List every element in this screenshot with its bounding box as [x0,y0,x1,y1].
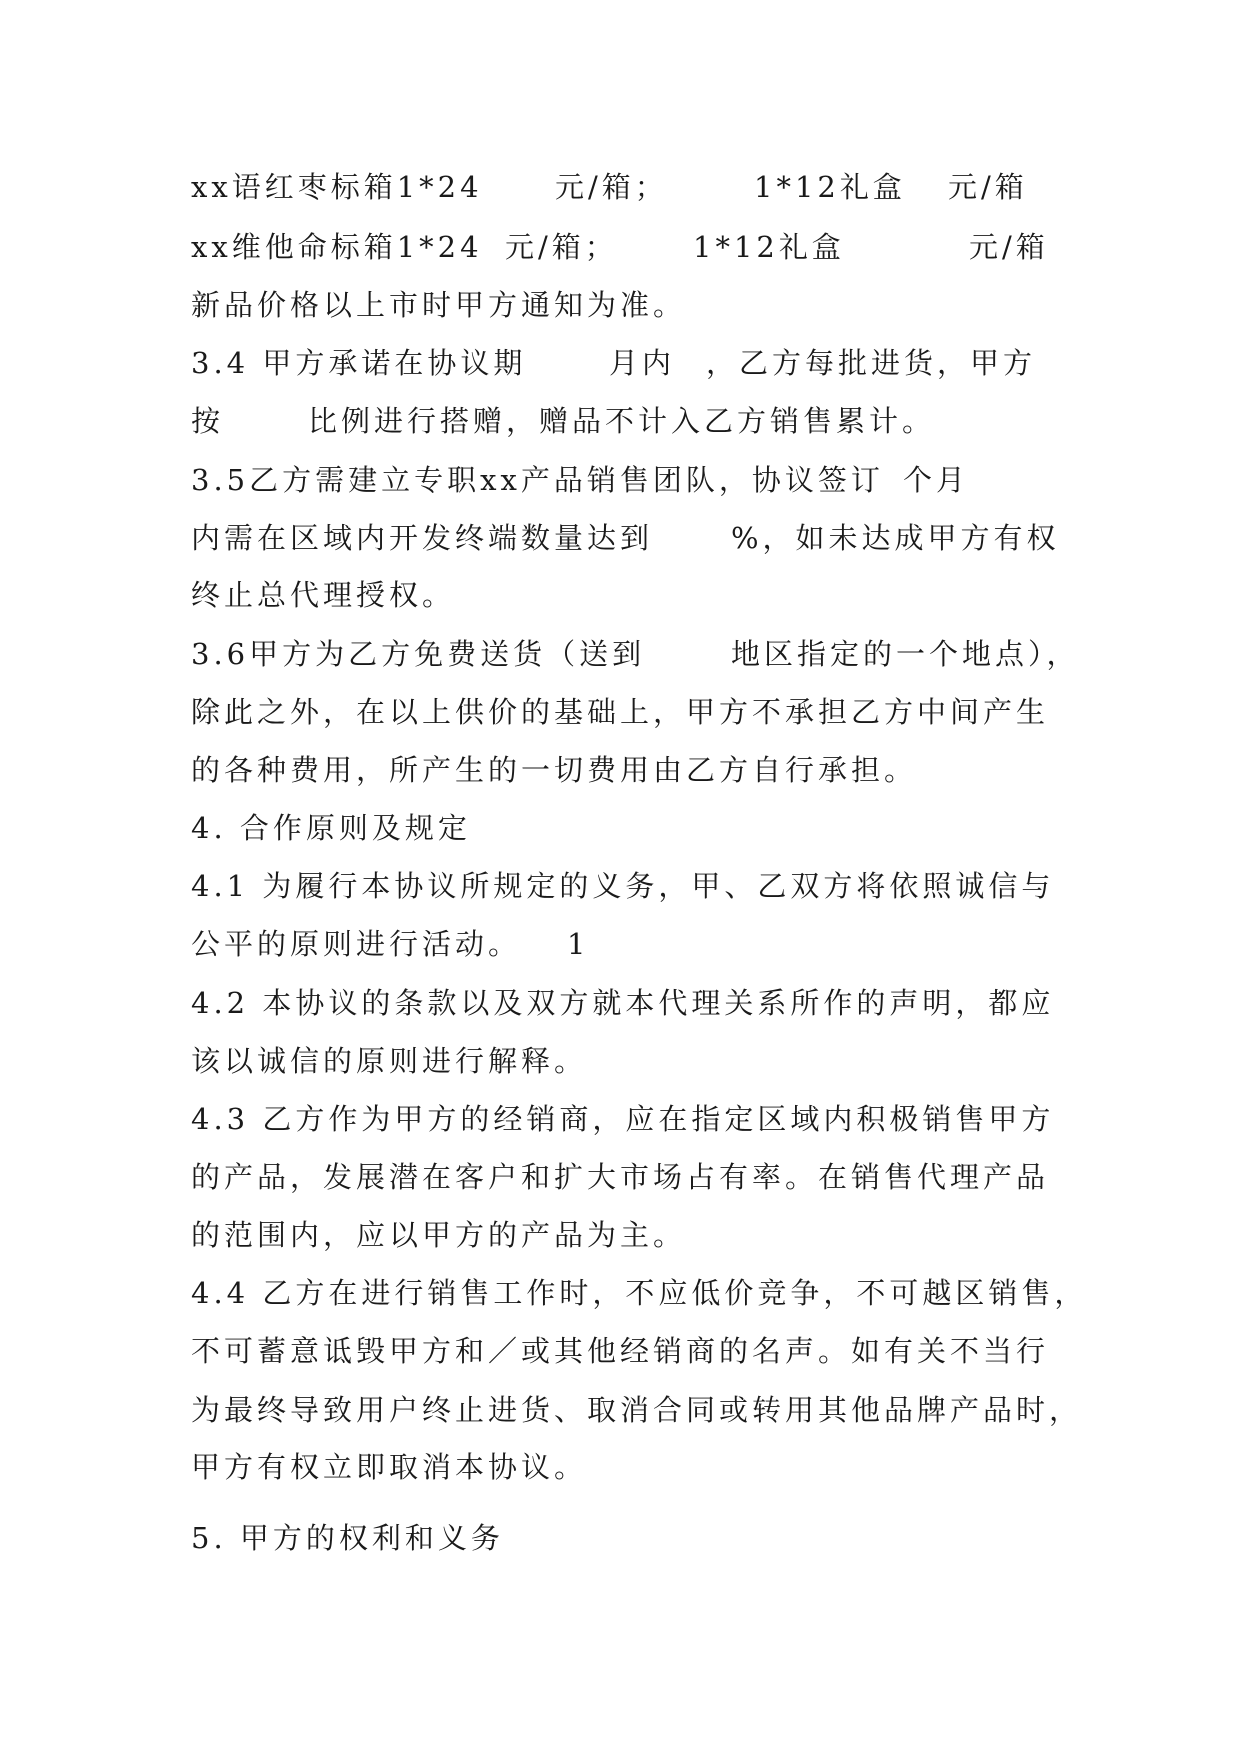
paragraph-line [191,401,936,441]
text-segment: 3.6甲方为乙方免费送货（送到 [191,637,646,671]
paragraph-line [191,518,1060,558]
text-segment: 按 [191,404,225,438]
paragraph-line [191,1447,588,1487]
text-segment: ，乙方每批进货，甲方 [706,346,1037,380]
text-segment: 终止总代理授权。 [191,578,456,612]
paragraph-line [191,1331,1050,1371]
paragraph-line [191,1157,1050,1197]
clause-4-2-line [191,983,1055,1023]
text-segment: xx语红枣标箱1*24 [191,170,483,204]
clause-4-1-line [191,866,1055,906]
text-segment: 该以诚信的原则进行解释。 [191,1044,588,1078]
paragraph-line [191,285,687,325]
text-segment: 地区指定的一个地点）， [731,637,1080,671]
text-segment: 4.1 为履行本协议所规定的义务，甲、乙双方将依照诚信与 [191,869,1055,903]
text-segment: 5. 甲方的权利和义务 [191,1521,504,1555]
paragraph-line [191,575,456,615]
text-segment: 为最终导致用户终止进货、取消合同或转用其他品牌产品时， [191,1393,1083,1427]
text-segment: 元/箱； [505,230,618,264]
text-segment: 4.4 乙方在进行销售工作时，不应低价竞争，不可越区销售， [191,1276,1088,1310]
price-line-red-date [191,167,1028,207]
text-segment: 新品价格以上市时甲方通知为准。 [191,288,687,322]
text-segment: 元/箱 [969,230,1049,264]
text-segment: 月内 [609,346,676,380]
text-segment: 3.4 甲方承诺在协议期 [191,346,527,380]
clause-4-3-line [191,1099,1055,1139]
price-line-vitamin [191,227,1049,267]
text-segment: 的产品，发展潜在客户和扩大市场占有率。在销售代理产品 [191,1160,1050,1194]
text-segment: 比例进行搭赠，赠品不计入乙方销售累计。 [308,404,936,438]
text-segment: 公平的原则进行活动。 [191,927,522,961]
text-segment: 1*12礼盒 [693,230,845,264]
text-segment: 4.2 本协议的条款以及双方就本代理关系所作的声明，都应 [191,986,1055,1020]
text-segment: 1*12礼盒 [754,170,906,204]
text-segment: 个月 [903,463,970,497]
paragraph-line [191,1390,1083,1430]
paragraph-line [191,1041,588,1081]
text-segment: 除此之外，在以上供价的基础上，甲方不承担乙方中间产生 [191,695,1050,729]
text-segment: 甲方有权立即取消本协议。 [191,1450,588,1484]
clause-4-4-line [191,1273,1088,1313]
page-number-marker: 1 [567,927,590,961]
text-segment: 的各种费用，所产生的一切费用由乙方自行承担。 [191,753,918,787]
text-segment: xx维他命标箱1*24 [191,230,483,264]
clause-3-4-line [191,343,1037,383]
text-segment: 不可蓄意诋毁甲方和／或其他经销商的名声。如有关不当行 [191,1334,1050,1368]
section-heading-5 [191,1518,504,1558]
text-segment: 3.5乙方需建立专职xx产品销售团队，协议签订 [191,463,884,497]
clause-3-6-line [191,634,1080,674]
section-heading-4 [191,808,471,848]
clause-3-5-line [191,460,970,500]
paragraph-line [191,750,918,790]
text-segment: 4.3 乙方作为甲方的经销商，应在指定区域内积极销售甲方 [191,1102,1055,1136]
text-segment: %，如未达成甲方有权 [731,521,1060,555]
text-segment: 4. 合作原则及规定 [191,811,471,845]
text-segment: 内需在区域内开发终端数量达到 [191,521,654,555]
paragraph-line [191,924,590,964]
text-segment: 元/箱； [555,170,668,204]
text-segment: 元/箱 [948,170,1028,204]
text-segment: 的范围内，应以甲方的产品为主。 [191,1218,687,1252]
paragraph-line [191,692,1050,732]
paragraph-line [191,1215,687,1255]
